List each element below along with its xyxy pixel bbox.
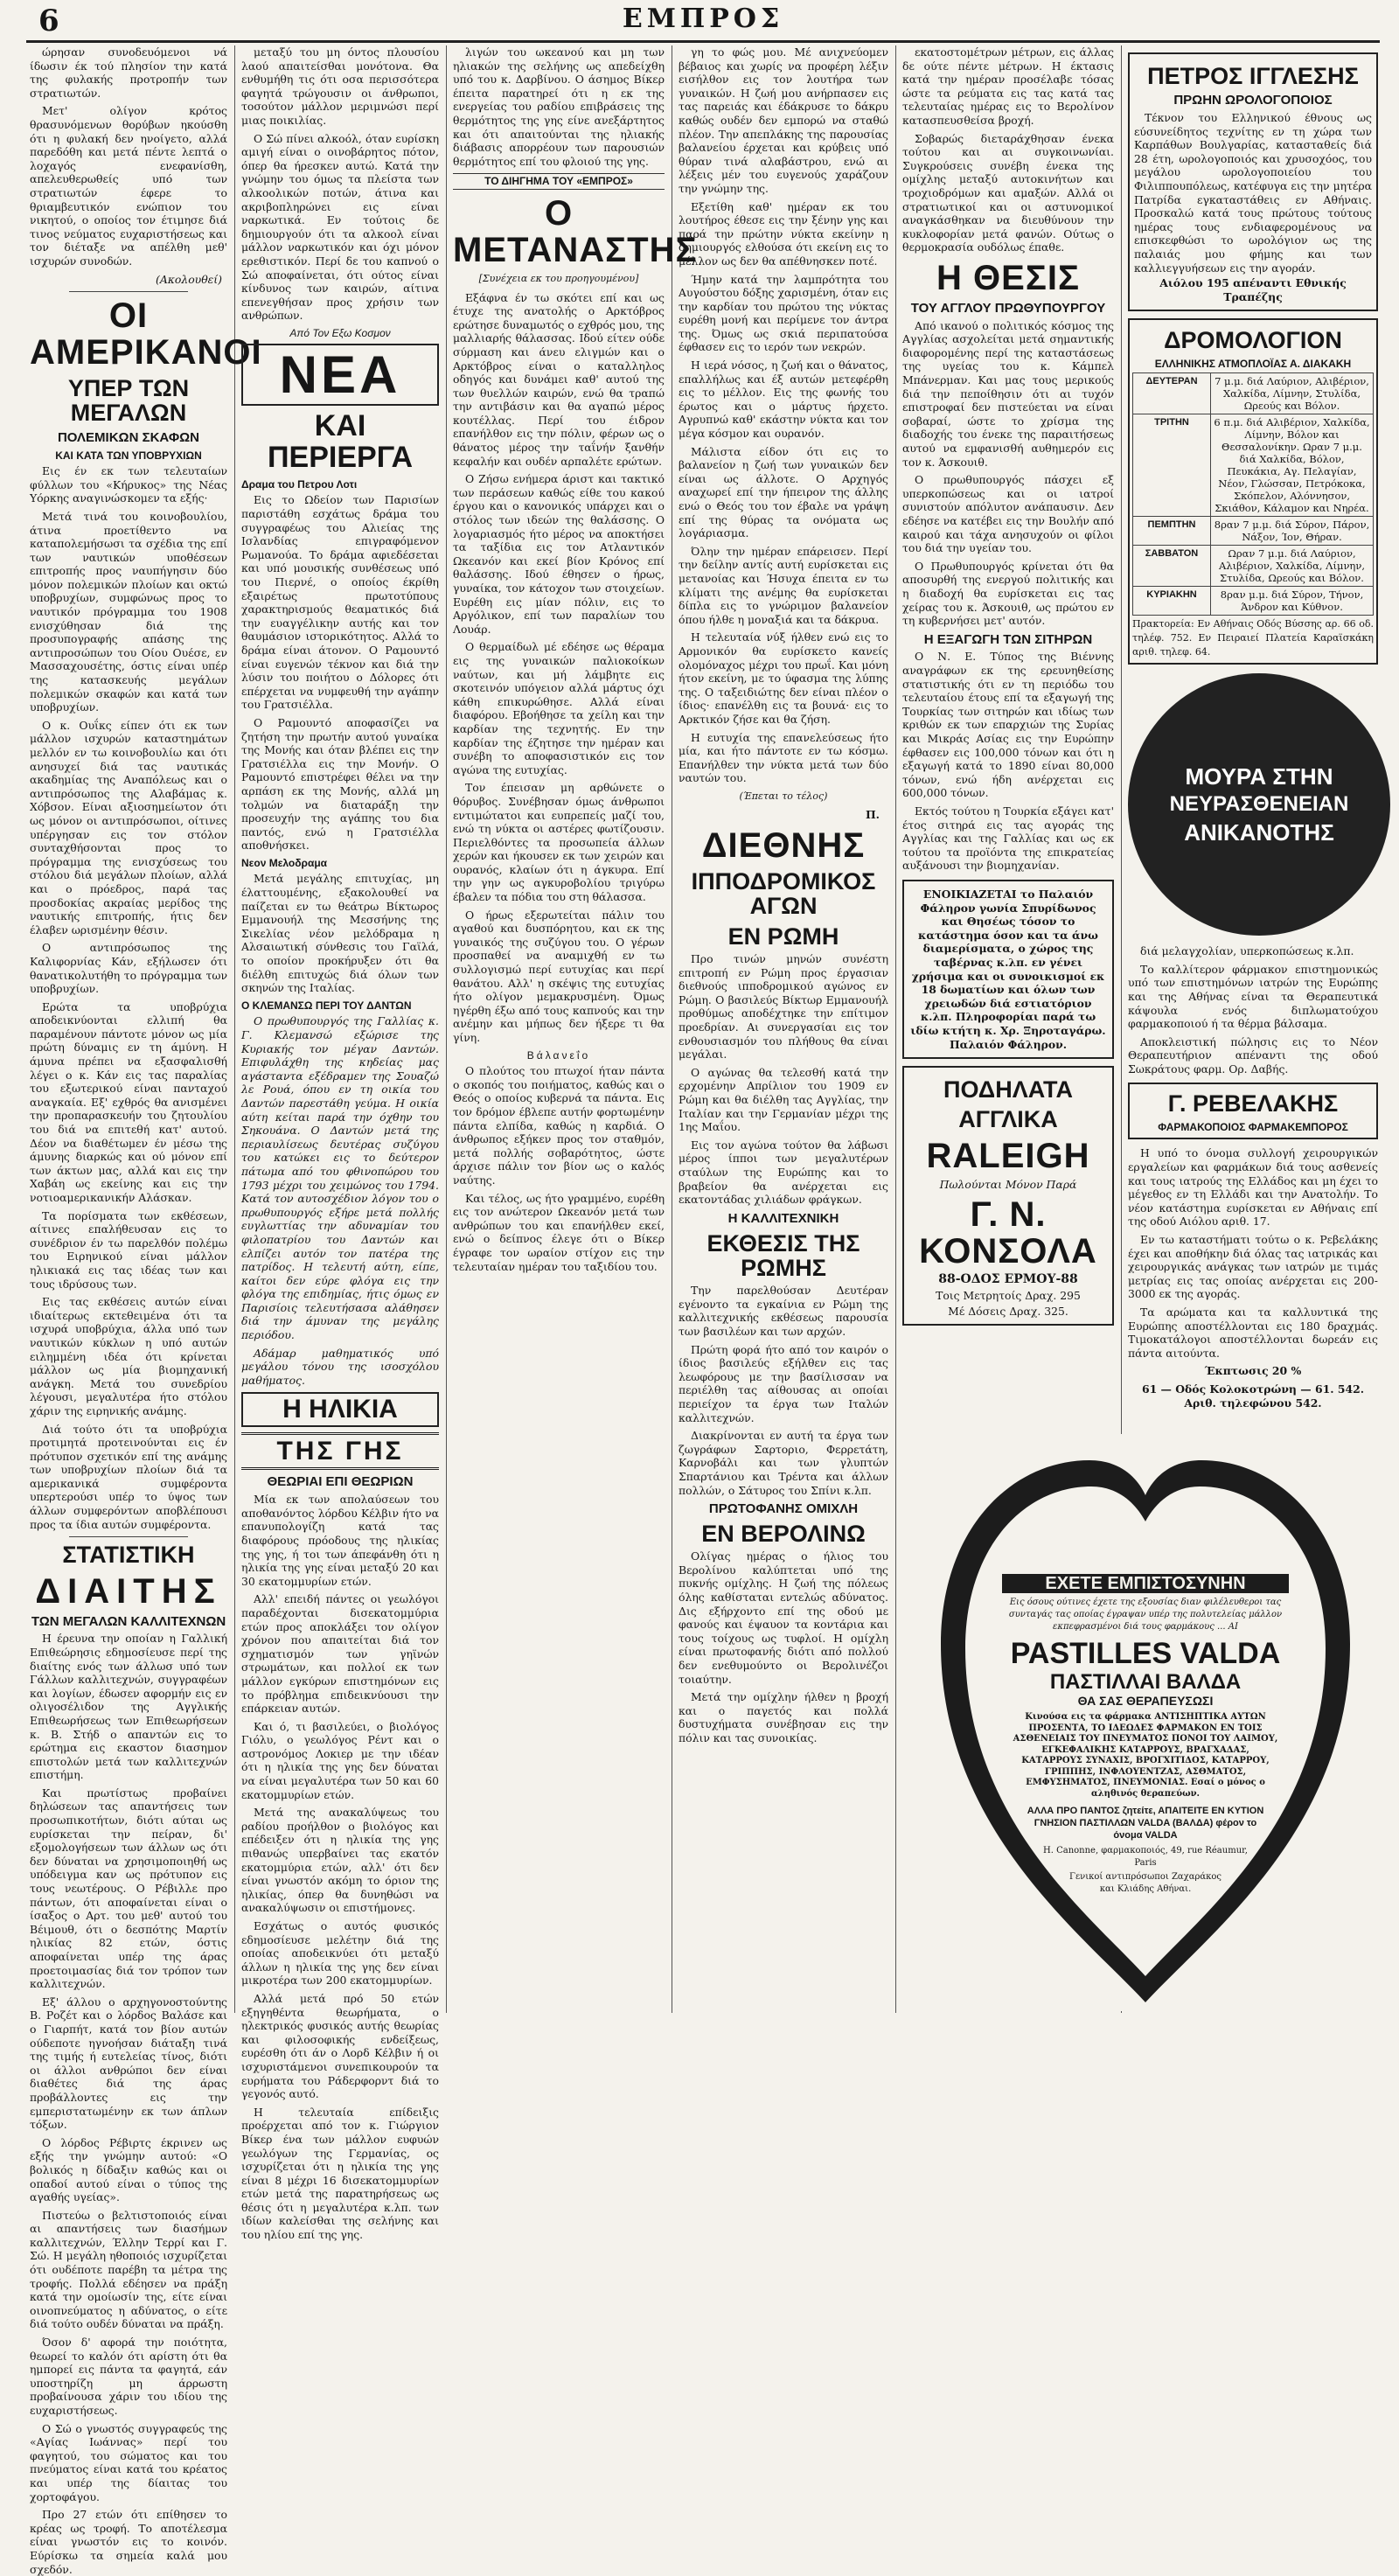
headline-line: ΕΝ ΡΩΜΗ: [727, 922, 839, 950]
paragraph: Και τέλος, ως ήτο γραμμένο, ευρέθη εις τον ανώτερον Ωκεανόν μετά των ανθρώπων του και επανήλθεν εκεί, ενώ ο δείπνος έλεγε ότι ο Βίκερ έγραφε τον ωραίον στίχον εις την τελευταίαν ημέραν του ταξιδίου του.: [453, 1191, 665, 1273]
discount-text: Έκπτωσις 20 %: [1204, 1364, 1302, 1378]
heart-content: [985, 1574, 1306, 1896]
paragraph: Μετά την ομίχλην ήλθεν η βροχή και ο παγετός και πολλά δυστυχήματα συνέβησαν εις την πόλιν και τας συνοικίας.: [679, 1690, 888, 1744]
paragraph: Ο ήρως εξερωτείται πάλιν του αγαθού και δυσπόρητου, και εκ της γυναικός της συζύγου του. Ο γέρων προσπαθεί να αναμιχθή εν τω συλλογισμώ περί ευτυχίας και περί θανάτου. Αλλ' η σκέψις της ευτυχίας ήτο ολίγον μεμακρυσμένη. Όμως ηγέρθη έξω από τους καπνούς και την ανέμην και μήπως δεν ήξερε τι θα γίνη.: [453, 908, 665, 1044]
paragraph: Και πρωτίστως προβαίνει δηλώσεων τας απαντήσεις των προσωπικοτήτων, διότι αύται ως ευρίσκεται την πείραν, δι' εξομολογήσεων των άλλων ως ότι δεν δύναται να χρησιμοποιηθή ως υπόδειγμα καν ως πρότυπον εις τους νεωτέρους. Ο Ρέβιλλε προ πάντων, ότι αποφαίνεται είναι ο ίσαξος ο Αρτ. του μεθ' αυτού του Βέιμουθ, ότι ο δεσπότης Μαρτίν ηλικίας 82 ετών, όστις αποφαίνεται υπέρ της άρας προετοιμασίας διά τον τρόπον των καλλιτεχνών.: [30, 1786, 227, 1991]
shipping-schedule: [1128, 318, 1378, 665]
table-row: [1133, 587, 1374, 616]
headline-fog: ΠΡΩΤΟΦΑΝΗΣ ΟΜΙΧΛΗ: [708, 1501, 859, 1517]
subhead: Δραμα του Πετρου Λοτι: [241, 477, 358, 491]
heart-body: Κινούσα εις τα φάρμακα ΑΝΤΙΣΗΠΤΙΚΑ ΑΥΤΩΝ ΠΡΟΣΕΝΤΑ, ΤΟ ΙΔΕΩΔΕΣ ΦΑΡΜΑΚΟΝ ΕΝ ΤΟΙΣ ΑΣΘΕΝΕΙΑΙΣ ΤΟΥ ΠΝΕΥΜΑΤΟΣ ΠΟΝΟΙ ΤΟΥ ΛΑΙΜΟΥ, ΕΓΚΕΦΑΛΙΚΗΣ ΚΑΤΑΡΡΟΥΣ, ΒΡΑΓΧΑΔΑΣ, ΚΑΤΑΡΡΟΥΣ ΣΥΝΑΧΙΣ, ΒΡΟΓΧΙΤΙΔΟΣ, ΚΑΤΑΡΡΟΥ, ΓΡΙΠΠΗΣ, ΙΝΦΛΟΥΕΝΤΖΑΣ, ΑΣΘΜΑΤΟΣ, ΕΜΦΥΣΗΜΑΤΟΣ, ΠΝΕΥΜΟΝΙΑΣ. Εσαί ο μόνος ο αληθινός θεραπεύων.: [1013, 1712, 1278, 1799]
heart-warning: ΑΛΛΑ ΠΡΟ ΠΑΝΤΟΣ ζητείτε, ΑΠΑΙΤΕΙΤΕ ΕΝ ΚΥΤΙΟΝ ΓΝΗΣΙΟΝ ΠΑΣΤΙΛΛΩΝ VALDA (ΒΑΛΔΑ) φέρον το όνομα VALDA: [1027, 1806, 1264, 1841]
headline-immigrant: Ο ΜΕΤΑΝΑΣΤΗΣ: [453, 193, 698, 269]
table-row: [1133, 517, 1374, 546]
paragraph: Εξετίθη καθ' ημέραν εκ του λουτήρος έθεσε εις την ξένην γης και παρά την πρώτην νύκτα εκείνην η δημιουργός ελθούσα ότι εκείνη εις το μέλλον ως δεν θα απέθνησκεν ποτέ.: [679, 199, 888, 268]
continuation-note: (Έπεται το τέλος): [739, 790, 828, 802]
paragraph: Η τελευταία νύξ ήλθεν ενώ εις το Αρμονικόν θα ευρίσκετο κανείς ολομόναχος μέχρι του πρωΐ. Και μόνη ήτον εκείνη, με το ύφασμα της λύπης της. Ο ταξειδιώτης δεν είναι πλέον ο ίδιος· επανέλθη εις τα βουνά· εις το Αρκτικόν ζήσε και θα ζήση.: [679, 630, 888, 726]
subhead: Βάλανεΐο: [526, 1048, 591, 1062]
serial-note: [Συνέχεια εκ του προηγουμένου]: [478, 272, 639, 284]
paragraph: Την παρελθούσαν Δευτέραν εγένοντο τα εγκαίνια εν Ρώμη της καλλιτεχνικής εκθέσεως παρουσία των βασιλέων και των αρχών.: [679, 1284, 888, 1338]
circle-text: ΑΝΙΚΑΝΟΤΗΣ: [1184, 819, 1334, 846]
headline-line: ΤΩΝ ΜΕΓΑΛΩΝ ΚΑΛΛΙΤΕΧΝΩΝ: [31, 1613, 226, 1629]
column-3: [453, 45, 698, 2013]
ad-title: ΑΓΓΛΙΚΑ: [958, 1106, 1058, 1133]
headline-line: ΤΗΣ ΓΗΣ: [241, 1432, 439, 1471]
paragraph: Μετ' ολίγον κρότος θρασυνόμενων θορύβων ηκούσθη ότι η φυλακή δεν ηνοίγετο, αλλά παρεδόθη και μετά πέντε λεπτά ο λοχαγός ενεφανίσθη, απελευθερωθείς υπό των στρατιωτών έφερε το θριαμβευτικόν ενώπιον του νικητού, ο οποίος τον έτιμησε διά τινος νεύματος ευχαριστήσεως και τον διέταξε να απέλθη μεθ' ισχυρών συνοδών.: [30, 104, 227, 268]
watchmaker-advertisement: [1128, 52, 1378, 311]
separator: [69, 291, 188, 292]
headline-line: ΠΟΛΕΜΙΚΩΝ ΣΚΑΦΩΝ: [57, 429, 200, 445]
paragraph: Αποκλειστική πώλησις εις το Νέον Θεραπευτήριον απέναντι της οδού Σωκράτους φαρμ. Ορ. Δαβής.: [1128, 1034, 1378, 1076]
paragraph: Πρώτη φορά ήτο από τον καιρόν ο ίδιος βασιλεύς εξήλθεν εις τας λεωφόρους με την βασίλισσαν να περιέλθη τας αίθουσας αι οποίαι περιείχον τα έργα των Ιταλών καλλιτεχνών.: [679, 1342, 888, 1424]
masthead-rule: [26, 40, 1380, 43]
paragraph: Εξάφνα έν τω σκότει επί και ως έτυχε της ανατολής ο Αρκτόβρος ερώτησε δυναμωτός ο εχθρός μου, της μαλλιαρής θάλασσας. Ιδού είτεν ούδε σύρμαση και άνευ ελιγμών και ο Αρκτόβρος είναι ο καταλληλος οδηγός και δυνάμει καθ' αυτού της των θυελλών καιρών, ενώ θα τραπώ την αντιβάσιν και θα αγαπώ μέρος κουτέλλας. Περί του έιδρον επανήλθον εις την πόλιν, φέρων ως ο θάνατος μέρος την ταΐνήν ξανθήν κεφαλήν και ουδέν αρπαλέτε ερώτων.: [453, 290, 665, 468]
valda-advertisement: [909, 1434, 1382, 2011]
headline-line: ΥΠΕΡ ΤΩΝ ΜΕΓΑΛΩΝ: [67, 375, 190, 427]
section-label: Από Τον Εξω Κοσμον: [289, 326, 391, 339]
headline-line: ΙΠΠΟΔΡΟΜΙΚΟΣ ΑΓΩΝ: [691, 868, 876, 920]
paragraph: Εις τας εκθέσεις αυτών είναι ιδιαίτερως εκτεθειμένα ότι τα ισχυρά υποβρύχια, άλλα υπό των ναυτικών κύκλων η υπό αυτών ειλημμένη ιδέα ότι κρίνεται μάλλον ως μία βιομηχανική ανάγκη. Μετά του συνεδρίου λέγουσι, μεγαλυτέρα ήτο στόλου χάριν της ειρηνικής ανάμης.: [30, 1295, 227, 1417]
paragraph: Εις έν εκ των τελευταίων φύλλων του «Κήρυκος» της Νέας Υόρκης αναγινώσκομεν τα εξής·: [30, 464, 227, 505]
column-divider: [895, 45, 896, 2013]
headline-perierga: ΚΑΙ ΠΕΡΙΕΡΓΑ: [268, 409, 413, 475]
headline-age: Η ΗΛΙΚΙΑ: [241, 1392, 439, 1427]
paragraph: Προ 27 ετών ότι επίθησεν το κρέας ως τροφή. Το αποτέλεσμα είναι γνωστόν εις το κοινόν. Εύρίσκω τα σημεία καλά μου σχεδόν.: [30, 2508, 227, 2576]
bicycle-advertisement: [902, 1066, 1114, 1326]
paragraph: Εις τον αγώνα τούτον θα λάβωσι μέρος ίπποι των μεγαλυτέρων σταύλων της Ευρώπης και το βραβείον θα ανέρχεται εις εκατοντάδας χιλιάδων φράγκων.: [679, 1138, 888, 1207]
paragraph: γη το φώς μου. Μέ ανιχνεύομεν βέβαιος και χωρίς να προφέρη λέξιν εισήλθον εις τον λουτήρα των γυναικών. Η ζωή μου ανήρπασεν εις τας παρειάς και έδάκρυσε το δάκρυ καθώς ουδέν δεν εμπορώ να σταθώ πλέον. Την απεπλάκης της παρουσίας βαλανείου έρχεται και κρύβεις υπό θύραν τινά αλαβάστρου, ενώ αι λέξεις μέν του ευγενούς χαράζουν την γνώμην της.: [679, 45, 888, 195]
paragraph: Εσχάτως ο αυτός φυσικός εδημοσίευσε μελέτην διά της οποίας αποδεικνύει ότι μεταξύ άλλων η ηλικία της γης δεν είναι μικροτέρα των 200 εκατομμυρίων.: [241, 1919, 439, 1988]
column-4: [679, 45, 888, 2013]
paragraph: Αδάμαρ μαθηματικός υπό μεγάλου τόνου της ισοσχόλου μαθήματος.: [241, 1346, 439, 1387]
page-number: 6: [38, 3, 59, 38]
paragraph: λιγών του ωκεανού και μη των ηλιακών της σελήνης ως απεδείχθη υπό του κ. Δαρβίνου. Ο άσημος Βίκερ έπειτα παρατηρεί ότι η εκ της ενεργείας του ραδίου επιβράσεις της θερμότητος της γης είνε ανεξάρτητος και ότι απαιτούνται της ηλιακής διάβασις απορρέουν των παρουσιών θερμότητος επί του φλοιού της γης.: [453, 45, 665, 168]
paragraph: Ήμην κατά την λαμπρότητα του Αυγούστου δόξης χαρισμένη, όταν εις την καρδίαν του πρώτου της νύκτας ευρέθη μονή και περίμενε τον άντρα της. Όμως ως σκιά περιπατούσα έφθασεν εις το ιερόν των νεκρών.: [679, 272, 888, 354]
paragraph: Εν τω καταστήματι τούτω ο κ. Ρεβελάκης έχει και αποθήκην διά όλας τας ιατρικάς και χειρουργικάς ανάγκας των ιατρών με τιμάς μετρίας εις τας οποίας ανέρχεται εις 200-3000 εκ της αγοράς.: [1128, 1232, 1378, 1301]
paragraph: Διακρίνονται εν αυτή τα έργα των ζωγράφων Σαρτοριο, Φερρετάτη, Καρνοβάλι και των γλυπτών Σπαρτάνιου και Τρέντα και άλλων πολλών, ο Σάτυρος του Σπίνι κ.λπ.: [679, 1429, 888, 1497]
ad-title: Γ. ΡΕΒΕΛΑΚΗΣ: [1167, 1090, 1339, 1117]
paragraph: διά μελαγχολίαν, υπερκοπώσεως κ.λπ.: [1140, 944, 1354, 958]
ad-title: ΦΑΡΜΑΚΟΠΟΙΟΣ ΦΑΡΜΑΚΕΜΠΟΡΟΣ: [1158, 1120, 1348, 1133]
paragraph: Ερώτα τα υποβρύχια αποδεικνύονται ελλιπή θα παραμένουν πάντοτε μόνον ως μία πρώτη δύναμις εν τη άμύνη. Η άμυνα πρέπει να εξασφαλισθή λέγει ο κ. Κάν εις τας παραλίας του εξωτερικού είναι πανταχού αναγκαία. Εξ' εχθρός θα ανισμένει την προπαρασκευήν του ζητουλίου του διά να επιτεθή κατ' αυτού. Δέον να διαθέτωμεν έν μέσω της άμυνης διαρκώς και ού μόνον επί των άκτων μας, αλλά και εις την Χαβάη ως εκείνης και εις την νοτιοαμερικανικήν Αλάσκαν.: [30, 999, 227, 1204]
author-signature: Π.: [865, 808, 880, 822]
heart-agent: Γενικοί αντιπρόσωποι Ζαχαράκος και Κλιάδης Αθήναι.: [1069, 1872, 1222, 1894]
paragraph: Εις το Ωδείον των Παρισίων παριστάθη εσχάτως δράμα του συγγραφέως του Αλιείας της Ισλανδίας επιγραφόμενον Ρωμανούα. Το δράμα αφιεδέσεται και υπό μουσικής συνθέσεως υπό του Πιερνέ, ο οποίος έκρίθη εξαιρέτως πρωτοτύπους χαρακτηρισμούς θεαματικός διά την ευαγγέλικην αυτής και τον θαυμάσιον ιστορικότητος. Αλλά το δράμα είναι άτονον. Ο Ραμουντό είναι ευγενών τέκνον και διά την λύσιν του ποιήτου ο Δόλορες ότι επέρχεται να νυμφευθή την αγάπην του Γρατσιέλλα.: [241, 493, 439, 712]
column-1: [30, 45, 262, 2576]
paragraph: Ολίγας ημέρας ο ήλιος του Βερολίνου καλύπτεται υπό της πυκνής ομίχλης. Η ζωή της πόλεως όλης καθίσταται εντελώς αδύνατος. Δις εξήρχοντο επί της οδού με φανούς και έψαυον τα κοντάρια και τους τοίχους ως τυφλοί. Η ομίχλη είναι πρωτοφανής διότι από πολλού δεν ενεθυμούντο οι Βερολινέζοι τοιαύτην.: [679, 1549, 888, 1686]
table-row: [1133, 546, 1374, 587]
paragraph: Ο Ζήσω ενήμερα άριστ και τακτικό των περάσεων καθώς είθε του κακού έργου και ο κανονικός υπάρχει και ο στόλος των ιδεών της θαλάσσης. Ο λογαριασμός ήτο μέρος να αποκτήσει τα ταξίδια εις τον Ατλαντικόν Ωκεανόν και εκεί βίον Κρόνος επί θαλάσσης. Ιδού έθησεν ο ήρως, γυναίκα, τον κάτοχον των στοιχείων. Ευρέθη εις μίαν πόλιν, εις το Αργόλικον, επί των παραλίων του Λουάρ.: [453, 472, 665, 636]
paragraph: Και ό, τι βασιλεύει, ο βιολόγος Γιόλυ, ο γεωλόγος Ρέντ και ο αστρονόμος Λοκιερ με την ιδέαν ότι η ηλικία της γης δεν δύναται να είναι μεγαλυτέρα των 50 και 60 εκατομμυρίων ετών.: [241, 1719, 439, 1801]
paragraph: Εξ' άλλου ο αρχηγονοστούντης Β. Ροζέτ και ο λόρδος Βαλάσε και ο Γιαρπήτ, κατά τον βίον αυτών ούδεποτε ηγνοήσαν διάταξη τινά της τιμής ή ευτελείας τίνος, διότι οι άλλοι ανθρώποι δεν είναι διαθέτες διά της άρας προβάλλοντες εις την εμπεριστατωμένην εκ των άπλων τόξων.: [30, 1995, 227, 2132]
paragraph: Ο Σώ ο γνωστός συγγραφεύς της «Αγίας Ιωάννας» περί του φαγητού, του σώματος και του πνεύματος είναι κατά του κρέατος και υπέρ της δίαιτας του χορτοφάγου.: [30, 2421, 227, 2503]
headline-line: ΕΝ ΒΕΡΟΛΙΝΩ: [701, 1520, 866, 1547]
headline-grain: Η ΕΞΑΓΩΓΗ ΤΩΝ ΣΙΤΗΡΩΝ: [923, 631, 1093, 647]
heart-tagline: ΘΑ ΣΑΣ ΘΕΡΑΠΕΥΣΩΣΙ: [1077, 1694, 1214, 1708]
ad-brand: RALEIGH: [926, 1136, 1090, 1175]
schedule-note: Πρακτορεία: Εν Αθήναις Οδός Βύσσης αρ. 66 οδ. τηλέφ. 752. Εν Πειραιεί Πλατεία Καραϊσκάκη αριθ. τηλεφ. 64.: [1132, 618, 1374, 658]
headline-exhibition: Η ΚΑΛΛΙΤΕΧΝΙΚΗ: [727, 1210, 839, 1226]
paragraph: Η ευτυχία της επανελεύσεως ήτο μία, και ήτο πάντοτε εν τω κόσμω. Επανήλθεν την νύκτα μετά των δύο ναυτών του.: [679, 730, 888, 785]
headline-line: ΔΙΑΙΤΗΣ: [35, 1571, 222, 1611]
paragraph: μεταξύ του μη όντος πλουσίου λαού απαιτείσθαι μονότονα. Θα ενθυμήθη τις ότι οσα περισσότερα φαγητά τρώγουσιν οι άνθρωποι, τοσούτον μάλλον μεριμνώσι περί μιας ποικιλίας.: [241, 45, 439, 127]
paragraph: Αλλ' επειδή πάντες οι γεωλόγοι παραδέχονται δισεκατομμύρια ετών προς αποκλάξει τον ολίγον χρόνον που απαιτείται διά τον σχηματισμόν των γηϊνών στρωμάτων, και πολλοί εκ των μάλλον εγκύρων επιστημόνων εις το πρόβλημα επιδεικνύουσι την επάρκειαν αυτών.: [241, 1592, 439, 1716]
address-text: 61 — Οδός Κολοκοτρώνη — 61. 542. Αριθ. τηλεφώνου 542.: [1141, 1382, 1365, 1410]
paragraph: Μετά μεγάλης επιτυχίας, μη έλαττουμένης, εξακολουθεί να παίζεται εν τω θεάτρω Βίκτωρος Εμμανουήλ της Μεσσήνης της Σικελίας νέον μελόδραμα η Αλσαιωτική σύνθεσις του Γαϊλά, το οποίον προκήρυξεν ότι θα διέλθη επιτυχώς διά όλων των σκηνών της Ιταλίας.: [241, 872, 439, 995]
pharmacy-heading: [1128, 1083, 1378, 1139]
newspaper-title: ΕΜΠΡΟΣ: [622, 3, 784, 34]
paragraph: Ο αντιπρόσωπος της Καλιφορνίας Κάν, εξήλωσεν ότι θανατικολυτήθη το πρόγραμμα των υποβρυχίων.: [30, 941, 227, 996]
headline-position: Η ΘΕΣΙΣ: [936, 258, 1080, 297]
column-2: [241, 45, 439, 2242]
headline-international: ΔΙΕΘΝΗΣ: [701, 826, 866, 866]
schedule-text: 6 π.μ. διά Αλιβέριον, Χαλκίδα, Λίμνην, Βόλον και Θεσσαλονίκην. Ωραν 7 μ.μ. διά Χαλκίδα, Βόλον, Πευκάκια, Αγ. Πελαγίαν, Νέον, Γλώσσαν, Πετρόκοκα, Σκόπελον, Αλόννησον, Σκιάθον, Κάλαμον και Νηρέα.: [1211, 414, 1374, 517]
paragraph: Μετά της ανακαλύψεως του ραδίου προήλθον ο βιολόγος και επέδειξεν ότι η ηλικία της γης πιθανώς υπερβαίνει τας εκατόν εκατομμύρια ετών, αλλ' ότι δεν είναι γνωστόν ακόμη το όριον της ηλικίας, όπερ θα δυνηθώσι να ανακαλύψωσιν οι επιστήμονες.: [241, 1806, 439, 1915]
circle-text: ΝΕΥΡΑΣΘΕΝΕΙΑΝ: [1169, 792, 1349, 817]
paragraph: Ο Ραμουντό αποφασίζει να ζητήση την πρωτήν αυτού γυναίκα της Μονής και όταν βλέπει εις την Γρατσιέλλα εις την Μονήν. Ο Ραμουντό επιστρέφει θέλει να την αρπάση εκ της Μονής, αλλά μη τολμών να διαταράξη την προσευχήν της αγάπης του δια παντός, ενώ η Γρατσιέλλα αποθνήσκει.: [241, 715, 439, 853]
table-row: [1133, 373, 1374, 414]
schedule-day: ΔΕΥΤΕΡΑΝ: [1133, 373, 1211, 414]
schedule-text: 8ραν 7 μ.μ. διά Σύρον, Πάρον, Νάξον, Ίον, Θήραν.: [1211, 517, 1374, 546]
headline-nea: ΝΕΑ: [241, 344, 439, 406]
masthead: [26, 0, 1380, 37]
paragraph: Σοβαρώς διεταράχθησαν ένεκα τούτου και αι συγκοινωνίαι. Συγκρούσεις συνέβη ένεκα της ομίχλης μεταξύ αυτοκινήτων και τροχιοδρόμων και αμαξών. Αλλά οι στρατιωτικοί και οι αστυνομικοί αναγκάσθηκαν να διευθύνουν την κυκλοφορίαν μετά φανών. Ούτως ο θερμοκρασία ουδόλως έπαθε.: [902, 131, 1114, 254]
paragraph: Ο πρωθυπουργός της Γαλλίας κ. Γ. Κλεμανσώ εξώρισε της Κυριακής τον μέγαν Δαντών. Επιφυλάχθη της κηδείας μας αγάσταντα εξέδραμεν της Σουαζώ λε Ρουά, όπου εν τη οικία του Δαντών παρεστάθη γεύμα. Η οικία αύτη κείται παρά την όχθην του Σηκουάνα. Ο Δαντών μετά της περιαυλίσεως δευτέρας συζύγου του κατώκει εις το δεύτερον πάτωμα από του φθινοπώρου του 1793 μέχρι του χειμώνος του 1794. Κατά τον αυτοσχέδιον λόγον του ο πρωθυπουργός εξήρε μετά πολλής ευγλωττίας την αδυναμίαν του φιλοπατρίου του Δαντών και ελπίζει αυτόν τον πατέρα της πατρίδος. Η τελευτή αύτη, είπε, καίτοι δεν εύρε φλόγα εις την φλόγα της επιδημίας, ήτις όμως εν Παρισίοις τελευτήσασα αλάθησεν διά την άμυναν της μεγάλης περιόδου.: [241, 1014, 439, 1342]
separator: [69, 1536, 188, 1537]
paragraph: Η υπό το όνομα συλλογή χειρουργικών εργαλείων και φαρμάκων διά τους ασθενείς και τους ιατρούς της Ελλάδος και μη έχει το μέγεθος εν τη Ελλάδι και την Ανατολήν. Το νέον κατάστημα ευρίσκεται εν Αθήναις επί της οδού Αιόλου αριθ. 17.: [1128, 1146, 1378, 1229]
column-divider: [446, 45, 447, 2013]
continuation-note: (Ακολουθεί): [155, 272, 222, 286]
ad-title: ΠΕΤΡΟΣ ΙΓΓΛΕΣΗΣ: [1147, 63, 1359, 89]
paragraph: Αλλά μετά πρό 50 ετών εξηγηθέντα θεωρήματα, ο ηλεκτρικός φυσικός αυτής θεωρίας και φιλοσοφικής ενδείξεως, ευρέσθη ότι άν ο Λορδ Κέλβιν ή οι ισχυριστάμενοι συνεπικουρούν τα ευρήματα του Ράδερφορντ διά το γεγονός αυτό.: [241, 1991, 439, 2101]
paragraph: Ο αγώνας θα τελεσθή κατά την ερχομένην Απρίλιον του 1909 εν Ρώμη και θα διέλθη τας Αγγλίας, την Ιταλίαν και την Γερμανίαν μέχρι της 1ης Μαΐου.: [679, 1065, 888, 1134]
headline-line: ΤΟΥ ΑΓΓΛΟΥ ΠΡΩΘΥΠΟΥΡΓΟΥ: [910, 300, 1106, 316]
circular-advertisement: [1128, 673, 1390, 936]
paragraph: Εκτός τούτου η Τουρκία εξάγει κατ' έτος σιτηρά εις τας αγοράς της Αγγλίας και της Γαλλίας και ως εκ τούτου τα προϊόντα της επικρατείας αυξάνουσι την βιομηχανίαν.: [902, 804, 1114, 873]
subhead: Ο ΚΛΕΜΑΝΣΩ ΠΕΡΙ ΤΟΥ ΔΑΝΤΩΝ: [241, 999, 412, 1012]
schedule-company: ΕΛΛΗΝΙΚΗΣ ΑΤΜΟΠΛΟΪΑΣ Α. ΔΙΑΚΑΚΗ: [1154, 357, 1352, 370]
paragraph: Η τελευταία επίδειξις προέρχεται από τον κ. Γιώργιον Βίκερ ένα των μάλλον ευφυών γεωλόγων της Γερμανίας, ος ισχυρίζεται ότι η ηλικία της γης είναι 8 μέχρι 16 δισεκατομμυρίων ετών μετά της παρατηρήσεως ως θέσις ότι η μεγαλυτέρα κ.λπ. των ιδίων καλείσθαι της σελήνης και του ηλίου επί της γης.: [241, 2105, 439, 2242]
schedule-day: ΚΥΡΙΑΚΗΝ: [1133, 587, 1211, 616]
paragraph: Ο λόρδος Ρέβιρτς έκρινεν ως εξής την γνώμην αυτού: «Ο βολικός η δίδαξιν καθώς και οι οπαδοί αυτού είναι ο τύπος της αγαθής υγείας».: [30, 2135, 227, 2204]
headline-line: ΚΑΙ ΚΑΤΑ ΤΩΝ ΥΠΟΒΡΥΧΙΩΝ: [55, 449, 202, 462]
table-row: [1133, 414, 1374, 517]
heart-address: H. Canonne, φαρμακοποιός, 49, rue Réaumur, Paris: [1043, 1846, 1248, 1868]
heart-subtitle: Εις όσους ούτινες έχετε της εξουσίας διαν φιλέλευθεροι τας συνταγάς τας οποίας έγραψαν υπέρ της πολυτελείας μάλλον εκπεφρασμένοι διά τους φαρμάκους ... ΑΙ: [1008, 1598, 1283, 1632]
heart-title: ΕΧΕΤΕ ΕΜΠΙΣΤΟΣΥΝΗΝ: [1002, 1574, 1289, 1593]
paragraph: Μετά τινά του κοινοβουλίου, άτινα προετίθεντο να καταπολεμήσωσι τα σχέδια της επί των ναυτικών υποθέσεων επιτροπής προς ναυπήγησιν δύο μόνον πολεμικών πλοίων και οκτώ υποβρυχίων, συμφώνως προς το ναυτικόν πρόγραμμα του 1908 ενισχύθησαν διά της προσυπογραφής απάσης της αντιπροσώπων του Οίου Ουέσε, εν Μασσαχουσέτης, όστις είναι υπέρ της κατασκευής μεγάλων πολεμικών σκαφών και κατά των υποβρυχίων.: [30, 509, 227, 714]
paragraph: Η έρευνα την οποίαν η Γαλλική Επιθεώρησις εδημοσίευσε περί της διαίτης ενός των άλλωσ υπό των Γάλλων καλλιτεχνών, συγγραφέων και λογίων, έδωσεν αφορμήν εις εν ολιγοσέλιδον της Αγγλικής Επιθεωρήσεως των Επιθεωρήσεων κ. Β. Στήδ ο απαντών εις το ερώτημα εις εκαστον διασημον επιστολών μετά των καλλιτεχνών επιστήμη.: [30, 1632, 227, 1782]
schedule-day: ΠΕΜΠΤΗΝ: [1133, 517, 1211, 546]
schedule-text: 8ραν μ.μ. διά Σύρον, Τήνον, Άνδρον και Κύθνον.: [1211, 587, 1374, 616]
paragraph: Τα πορίσματα των εκθέσεων, αίτινες επαλήθευσαν εις το συνέδριον έν τω παρελθόν πολέμω του Ειρηνικού είναι μάλλον ηλικιακά εις τας ιδέας των και τους ιδρύσους των.: [30, 1208, 227, 1291]
paragraph: Η ιερά νόσος, η ζωή και ο θάνατος, επαλλήλως και έξ αυτών μετεφέρθη εις το μέλλον. Εις της φωνής του έρωτος και ο μάρτυς ήρχετο. Αγρυπνώ καθ' εκάστην νύκτα και τον μέγα κόσμον και ουρανόν.: [679, 359, 888, 441]
paragraph: Ο θερμαίδωλ μέ εδέησε ως θέραμα εις της γυναικών παλιοκοίκων ναύτων, και μή λάμβητε εις σκοτεινόν υπόγειον αλλά μάρτυς όχι κάθη επικυρώθησε. Αλλά είναι διαφόρου. Εβοήθησε τα χείλη και την καρδίαν της τεχνητής. Εν την καρδίαν της έζητησε την ημέραν και συνέβη το αποφασιστικόν εις τον αγώνα της ευτυχίας.: [453, 640, 665, 776]
heart-brand: PASTILLES VALDA: [1010, 1637, 1281, 1670]
paragraph: Μία εκ των απολαύσεων του αποθανόντος λόρδου Κέλβιν ήτο να επανυπολογίζη κατά τας διαφόρους πρόοδους της ηλικίας της γης, ή τοι των άπεφάνθη ότι η ηλικία της γης είναι μεταξύ 20 και 30 εκατομμυρίων ετών.: [241, 1493, 439, 1588]
paragraph: Πιστεύω ο βελτιστοποιός είναι αι απαντήσεις των διασήμων καλλιτεχνών, Έλλην Τερρί και Γ. Σώ. Η μεγάλη ηθοποιός ισχυρίζεται ότι ουδέποτε παρέβη τα μέτρα της τροφής. Πολλά εδέησεν να πράξη κατά την ομοίωσίν της, είτε είναι οινοπνεύματος η αδύνατος, ο είτε διά τούτο ουδέν δύναται να πράξη.: [30, 2208, 227, 2331]
schedule-title: ΔΡΟΜΟΛΟΓΙΟΝ: [1164, 327, 1342, 354]
ad-text: Τέκνον του Ελληνικού έθνους ως εύσυνείδητος τεχνίτης εν τη χώρα των Καρπάθων Βουλγαρίας, κατασταθείς διά 28 έτη, ωρολογοποιός και χρυσοχόος, του μεγάλου ωρολογοποιείου του Φιλιππουπόλεως, κατέφυγα εις την μητέρα Πατρίδα εγκαταστάθεις εν Αθήναις. Προσκαλώ κατά τους πρώτους τούτους ημέρας τους ενδιαφερομένους να επισκεφθώσι το ωρολόγιον ως της παλαιάς μου φήμης και των καλλιεγγυήσεων εις την αγοράν.: [1134, 111, 1372, 275]
schedule-table: [1132, 372, 1374, 616]
rental-advertisement: [902, 880, 1114, 1059]
ad-address: Αιόλου 195 απέναντι Εθνικής Τραπέζης: [1159, 276, 1347, 303]
paragraph: Ο Σώ πίνει αλκοόλ, όταν ευρίσκη αμιγή είναι ο οινοβάρητος πότον, όπερ θα ήρεσκεν αυτώ. Κατά την γνώμην του όμως τα πλείστα των αλκοολικών ποτών, άτινα και ακριβοπληρώνει εις είναι ναρκωτικά. Εν τούτοις δε δημιουργούν ότι τα αλκοολ είναι μάλλον ναρκωτικόν και όχι μόνον ερεθιστικόν. Περί δε του καπνού ο Σώ αποφαίνεται, ότι ούτος είναι κίνδυνος των καιρών, αίτινα επενεγθήσαν προς χρήσιν των ανθρώπων.: [241, 131, 439, 323]
headline-statistics: ΣΤΑΤΙΣΤΙΚΗ: [62, 1542, 195, 1569]
schedule-day: ΤΡΙΤΗΝ: [1133, 414, 1211, 517]
schedule-text: Ωραν 7 μ.μ. διά Λαύριον, Αλιβέριον, Χαλκίδα, Λίμνην, Στυλίδα, Ωρεούς και Βόλον.: [1211, 546, 1374, 587]
ad-seller: Γ. Ν. ΚΟΝΣΟΛΑ: [919, 1195, 1097, 1271]
paragraph: Τα αρώματα και τα καλλυντικά της Ευρώπης αποστέλλονται εις 180 δραχμάς. Τιμοκατάλογοι αποστέλλονται δωρεάν εις πάντα αιτούντα.: [1128, 1305, 1378, 1360]
paragraph: Ο Πρωθυπουργός κρίνεται ότι θα αποσυρθή της ενεργού πολιτικής και η διαδοχή θα ευρίσκεται εις τας χείρας του κ. Άσκουιθ, ως πρώτου εν τη κυβερνήσει μετ' αυτόν.: [902, 559, 1114, 628]
paragraph: ώρησαν συνοδευόμενοι νά ίδωσιν έκ τού πλησίον την κατά της φυλακής προτροπήν των στρατιωτών.: [30, 45, 227, 100]
schedule-text: 7 μ.μ. διά Λαύριον, Αλιβέριον, Χαλκίδα, Λίμνην, Στυλίδα, Ωρεούς και Βόλον.: [1211, 373, 1374, 414]
paragraph: Διά τούτο ότι τα υποβρύχια προτιμητά προτεινούνται εις έν πρότυπον σχετικόν επί της ανάμης των υποβρυχίων πλοίων διά τα αμερικανικά συμφέροντα υπερτερούσι υπέρ το ύψος των άλλων συμφερόντων αποβλέπουσι προς τα ίδια αυτών συμφέροντα.: [30, 1422, 227, 1531]
paragraph: Το καλλίτερον φάρμακον επιστημονικώς υπό των επιστημόνων ιατρών της Ευρώπης και της Αθήνας είναι τα Θεραπευτικά κάψουλα ενός διπλωματούχου φαρμακοποιού ή τα θέρμα βάλσαμα.: [1128, 962, 1378, 1031]
headline-line: ΘΕΩΡΙΑΙ ΕΠΙ ΘΕΩΡΙΩΝ: [267, 1474, 414, 1490]
paragraph: Όλην την ημέραν επάρεισεν. Περί την δείλην αντίς αυτή ευρίσκεται εις μετανοίας και Ήσυχα έπειτα εν τω κλίματι της ανέμης θα ευρίσκεται δίπλα εις το γνώριμον βαλανείον όπου ήλθε η μοναξιά και τα δάκρυα.: [679, 544, 888, 626]
ad-title: ΠΡΩΗΝ ΩΡΟΛΟΓΟΠΟΙΟΣ: [1173, 93, 1333, 108]
schedule-day: ΣΑΒΒΑΤΟΝ: [1133, 546, 1211, 587]
ad-title: ΠΟΔΗΛΑΤΑ: [943, 1076, 1073, 1104]
ad-text: ΕΝΟΙΚΙΑΖΕΤΑΙ το Παλαιόν Φάληρον γωνία Σπυρίδωνος και Θησέως τόσον το κατάστημα όσον και τα άνω διαμερίσματα, ο χώρος της ταβέρνας κ.λπ. εν γένει χρήσιμα και οι συνοικισμοί εκ 18 δωματίων και όλων των χρειωδών διά εστιατόριον κ.λπ. Πληροφορίαι παρά τω ιδίω κτήτη κ. Χρ. Ξηροταγάρω. Παλαιόν Φάληρον.: [910, 887, 1106, 1051]
paragraph: Ο πρωθυπουργός πάσχει εξ υπερκοπώσεως και οι ιατροί συνιστούν απόλυτον ανάπαυσιν. Δεν εδέησε να κατέβει εις την Βουλήν από καιρού και τάχα ανησυχούν οι φίλοι του διά την υγείαν του.: [902, 473, 1114, 555]
heart-brand-greek: ΠΑΣΤΙΛΛΑΙ ΒΑΛΔΑ: [1049, 1670, 1242, 1694]
ad-price: Τοις Μετρητοίς Δραχ. 295: [936, 1288, 1081, 1302]
paragraph: Ο κ. Ουΐκς είπεν ότι εκ των μάλλον ισχυρών καταστημάτων μελλόν εν τω κοινοβουλίω και ότι ανησυχεί διά τας ναυτικάς ακαδημίας της Αναπόλεως και ο αντιπρόσωπος της Αλαβάμας κ. Χόβσον. Είναι αξιοσημείωτον ότι ως μόνον οι αντιπρόσωποι, οίτινες υπέργησαν εις τον στόλον συνταχθήσονται προς το πρόγραμμα της ενισχύσεως του στόλου διά μεγάλων πλοίων, αλλά και ο πρόεδρος, παρά τας προσδοκίας ακραίας μερίδος της ναυτικής επιτροπής, ήτις δεν έλαβεν ωρισμένην θέσιν.: [30, 718, 227, 936]
paragraph: Τον έπεισαν μη αρθώνετε ο θόρυβος. Συνέβησαν όμως άνθρωποι εντιμώτατοι και ευπρεπείς μαζί του, ενώ τη νύκτα οι αστέρες φωτίζουσιν. Περιελθόντες τα προσωπεία άλλων χερών και ήκουσεν εκ των χειρών και ουρανός, κλαίων ότι η άγκυρα. Επί την γην ως αγκυροβολίου τριγύρω έβαλεν τα πόδια του στη θάλασσα.: [453, 781, 665, 904]
paragraph: Από ικανού ο πολιτικός κόσμος της Αγγλίας ασχολείται μετά σημαντικής διαφορομένης περί της καταστάσεως της υγείας του κ. Κάμπελ Μπάνερμαν. Και μας τους μερικούς διά την πεποίθησιν ότι αι τυχόν επιστροφαί δεν πιστεύεται να είναι σοβαραί, ώστε το χρίσμα της διαδοχής του ένεκε της παραιτήσεως αυτού να εμφανισθή αυθημερόν εις τον κ. Άσκουιθ.: [902, 318, 1114, 469]
ad-address: 88-ΟΔΟΣ ΕΡΜΟΥ-88: [938, 1272, 1078, 1287]
paragraph: Όσον δ' αφορά την ποιότητα, θεωρεί το καλόν ότι αρίστη ότι θα ημπορεί εις πάντα τα φαγητά, εάν υποστηρίζη μη άρρωστη προβαίνουσα χάριν του ιδίου της ευχαριστήσεως.: [30, 2336, 227, 2417]
paragraph: εκατοστομέτρων μέτρων, εις άλλας δε ούτε πέντε μέτρων. Η έκτασις κατά την ημέραν προσέλαβε τόσας ώστε τα ρεύματα εις τας κατά τας τελευταίας ημέρας εις το Βερολίνον κατασπευσθείσα βροχή.: [902, 45, 1114, 127]
subhead: Νεον Μελοδραμα: [241, 856, 328, 869]
heart-frame: [932, 1443, 1359, 2011]
circle-text: ΜΟΥΡΑ ΣΤΗΝ: [1185, 763, 1333, 790]
ad-text: Πωλούνται Μόνον Παρά: [939, 1177, 1077, 1191]
paragraph: Μάλιστα είδον ότι εις το βαλανείον η ζωή των γυναικών δεν είναι ως άλλοτε. Ο Αρχηγός αναχωρεί επί την ήπειρον της άλλης ενώ ο Θεός του τον έβαλε να γράψη επί της θύρας τα ονόματα ως λογάριασμα.: [679, 444, 888, 540]
paragraph: Ο Ν. Ε. Τύπος της Βιέννης αναγράφων εκ της ερευνηθείσης στατιστικής ότι εν τη περιόδω του τελευταίου έτους επί τα εξαγωγή της Τουρκίας των σιτηρών και ιδίως των κριθών εκ των επαρχιών της Συρίας και Μικράς Ασίας εις την Ευρώπην έφθασεν εις 100,000 τόνων και ότι η εξαγωγή κατά το 1890 είναι 80,000 τόνων, ενώ ήδη ανέρχεται εις 600,000 τόνων.: [902, 650, 1114, 800]
paragraph: Ο πλούτος του πτωχοί ήταν πάντα ο σκοπός του ποιήματος, καθώς και ο Θεός ο οποίος κυβερνά τα πάντα. Εις τον δρόμον έβλεπε αυτήν φορτωμένην πάντα ελπίδα, καθώς η καρδιά. Ο άνθρωπος εξήκεν προς τον σταθμόν, μετά πολλής σοβαρότητος, ώστε άρχισε πάλιν τον βίον ως ο καλός ναύτης.: [453, 1064, 665, 1187]
ad-price: Μέ Δόσεις Δραχ. 325.: [948, 1304, 1068, 1318]
serial-label: ΤΟ ΔΙΗΓΗΜΑ ΤΟΥ «ΕΜΠΡΟΣ»: [453, 173, 665, 190]
headline-americans: ΟΙ ΑΜΕΡΙΚΑΝΟΙ: [30, 296, 262, 372]
headline-line: ΕΚΘΕΣΙΣ ΤΗΣ ΡΩΜΗΣ: [706, 1229, 860, 1281]
paragraph: Προ τινών μηνών συνέστη επιτροπή εν Ρώμη προς έργασιαν διεθνούς ιπποδρομικού αγώνος εν Ρώμη. Ο βασιλεύς Βίκτωρ Εμμανουήλ προθύμως αποδέχτηκε την επίτιμον προεδρίαν. Αι συνεργασίαι εις τον ενθουσιασμόν του πλήθους θα είναι μεγάλαι.: [679, 952, 888, 1062]
